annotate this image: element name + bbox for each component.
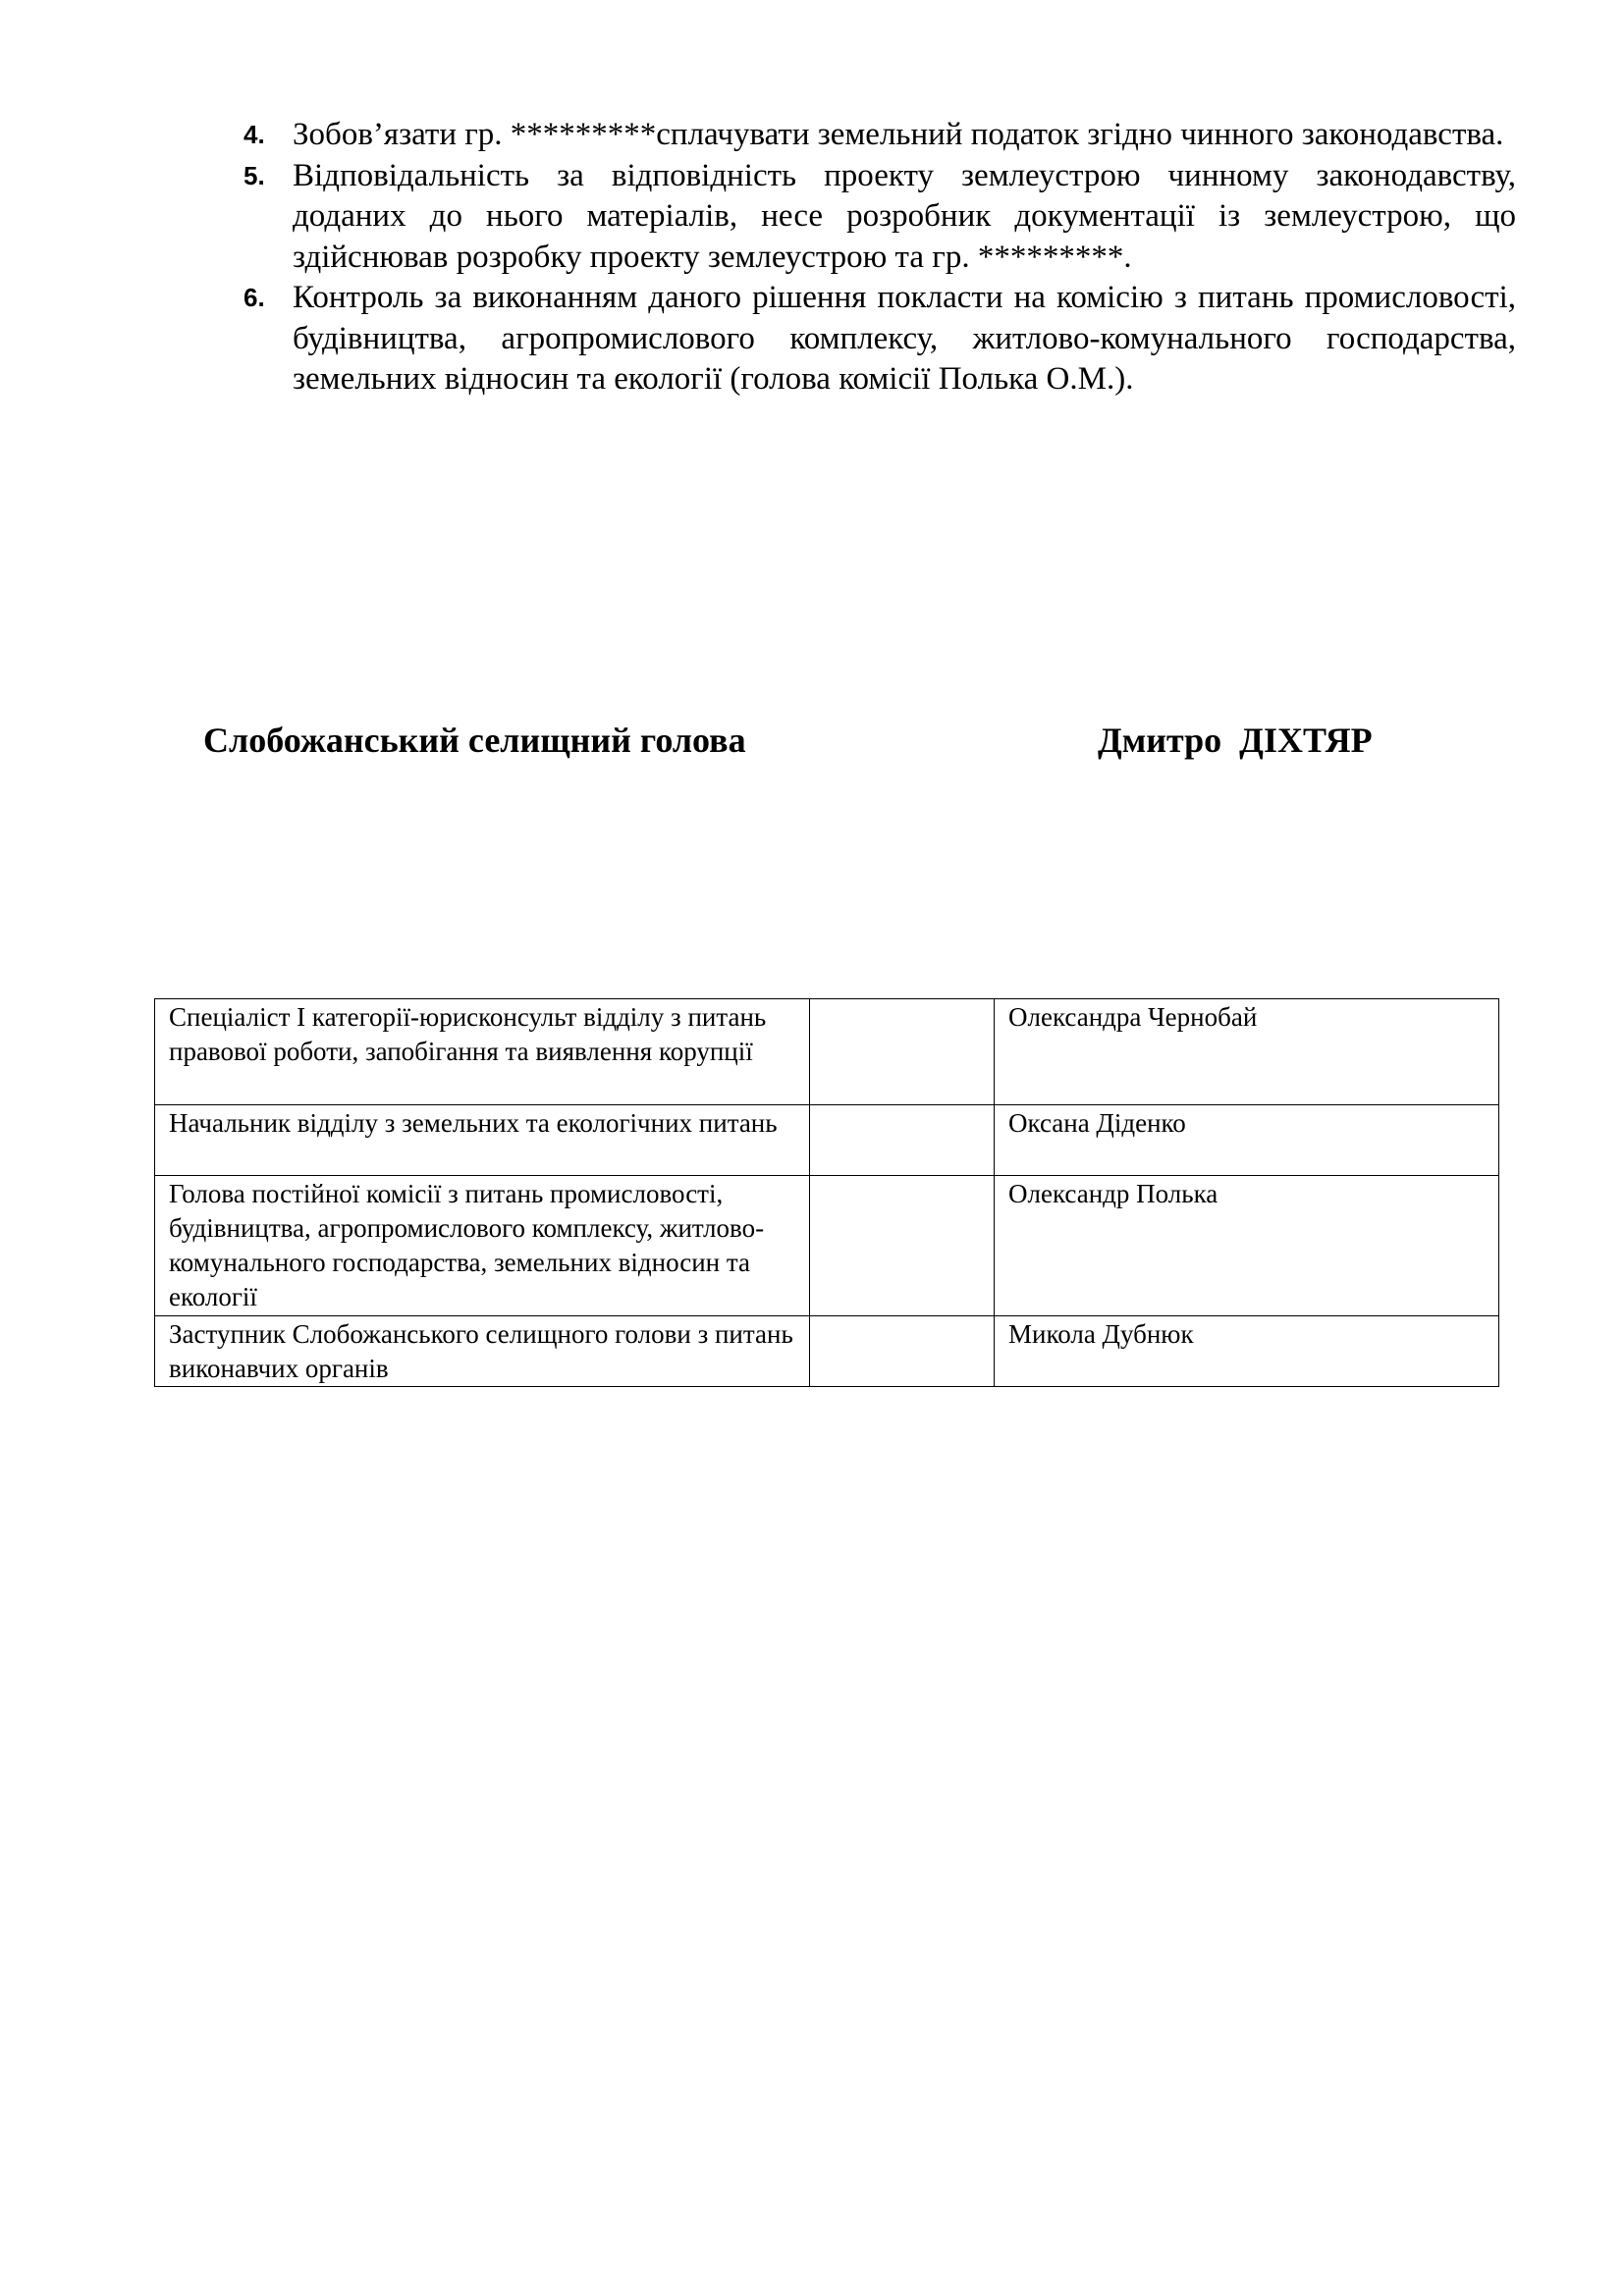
decision-item-6 <box>244 278 1516 400</box>
decision-number: 6. <box>244 283 265 312</box>
signature-title: Слобожанський селищний голова <box>203 721 746 760</box>
approval-signature-cell <box>810 999 995 1105</box>
approval-row <box>155 999 1499 1105</box>
approval-name: Микола Дубнюк <box>995 1316 1499 1387</box>
approval-position: Спеціаліст І категорії-юрисконсульт відділу з питань правової роботи, запобігання та виявлення корупції <box>155 999 810 1105</box>
decision-number: 5. <box>244 160 265 190</box>
approval-row <box>155 1176 1499 1316</box>
approval-name: Олександр Полька <box>995 1176 1499 1316</box>
approval-table <box>154 998 1499 1387</box>
approval-position: Голова постійної комісії з питань промисловості, будівництва, агропромислового комплексу, житлово-комунального господарства, земельних відносин та екології <box>155 1176 810 1316</box>
approval-name: Оксана Діденко <box>995 1105 1499 1176</box>
decision-text: Зобов’язати гр. *********сплачувати земельний податок згідно чинного законодавства. <box>293 117 1504 152</box>
decision-text: Відповідальність за відповідність проекту землеустрою чинному законодавству, доданих до нього матеріалів, несе розробник документації із землеустрою, що здійснював розробку проекту землеустрою та гр. *********. <box>293 157 1516 275</box>
decision-item-4 <box>244 115 1516 156</box>
approval-signature-cell <box>810 1105 995 1176</box>
decision-item-5 <box>244 156 1516 279</box>
approval-position: Начальник відділу з земельних та екологічних питань <box>155 1105 810 1176</box>
approval-row <box>155 1316 1499 1387</box>
signature-name: Дмитро ДІХТЯР <box>1098 721 1373 760</box>
decision-text: Контроль за виконанням даного рішення покласти на комісію з питань промисловості, будівництва, агропромислового комплексу, житлово-комунального господарства, земельних відносин та екології (голова комісії Полька О.М.). <box>293 280 1516 397</box>
approval-position: Заступник Слобожанського селищного голови з питань виконавчих органів <box>155 1316 810 1387</box>
decision-number: 4. <box>244 120 265 149</box>
approval-signature-cell <box>810 1176 995 1316</box>
approval-name: Олександра Чернобай <box>995 999 1499 1105</box>
approval-row <box>155 1105 1499 1176</box>
approval-signature-cell <box>810 1316 995 1387</box>
decision-list <box>244 115 1516 400</box>
